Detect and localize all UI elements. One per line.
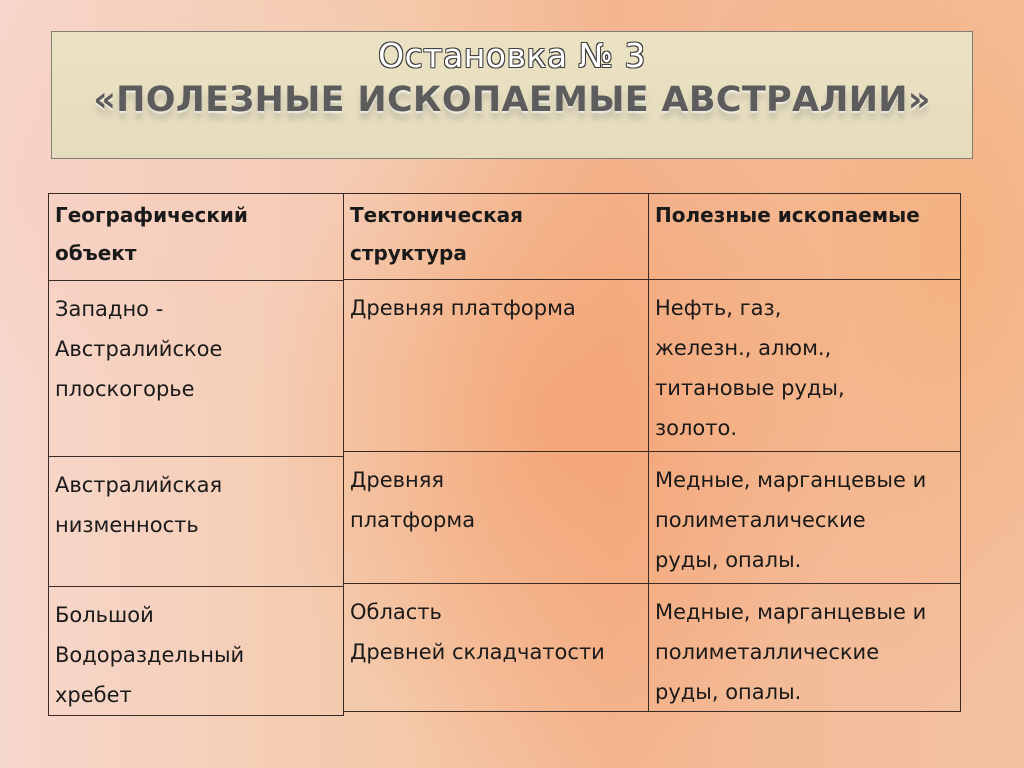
cell-line: низменность xyxy=(55,513,199,537)
minerals-cell xyxy=(648,583,961,712)
cell-line: Австралийская xyxy=(55,473,223,497)
stop-label: Остановка № 3 xyxy=(378,36,646,75)
cell-line: платформа xyxy=(350,508,476,532)
geo-object-cell xyxy=(48,280,344,457)
header-line: Тектоническая xyxy=(350,203,524,227)
cell-line: плоскогорье xyxy=(55,377,195,401)
cell-line: Водораздельный xyxy=(55,643,245,667)
structure-cell xyxy=(343,451,649,584)
cell-line: Древняя xyxy=(350,468,445,492)
geo-object-cell xyxy=(48,586,344,716)
cell-line: золото. xyxy=(655,416,738,440)
cell-line: хребет xyxy=(55,683,132,707)
column-header-minerals xyxy=(648,193,961,280)
cell-line: титановые руды, xyxy=(655,376,845,400)
page-title: «ПОЛЕЗНЫЕ ИСКОПАЕМЫЕ АВСТРАЛИИ» xyxy=(93,80,931,120)
geo-object-cell xyxy=(48,456,344,587)
cell-line: Древняя платформа xyxy=(350,296,576,320)
cell-line: Нефть, газ, xyxy=(655,296,782,320)
minerals-cell xyxy=(648,451,961,584)
header-line: структура xyxy=(350,241,467,265)
cell-line: полиметалические xyxy=(655,508,866,532)
cell-line: Западно - xyxy=(55,297,164,321)
minerals-cell xyxy=(648,279,961,452)
header-line: Географический xyxy=(55,203,248,227)
cell-line: руды, опалы. xyxy=(655,680,802,704)
cell-line: Большой xyxy=(55,603,154,627)
cell-line: руды, опалы. xyxy=(655,548,802,572)
cell-line: Медные, марганцевые и xyxy=(655,468,927,492)
cell-line: полиметаллические xyxy=(655,640,880,664)
column-header-geographic-object xyxy=(48,193,344,281)
header-line: Полезные ископаемые xyxy=(655,203,920,227)
title-banner xyxy=(51,31,973,159)
header-line: объект xyxy=(55,241,137,265)
cell-line: железн., алюм., xyxy=(655,336,832,360)
cell-line: Медные, марганцевые и xyxy=(655,600,927,624)
cell-line: Австралийское xyxy=(55,337,223,361)
column-header-tectonic-structure xyxy=(343,193,649,280)
structure-cell xyxy=(343,279,649,452)
cell-line: Область xyxy=(350,600,442,624)
cell-line: Древней складчатости xyxy=(350,640,605,664)
structure-cell xyxy=(343,583,649,712)
